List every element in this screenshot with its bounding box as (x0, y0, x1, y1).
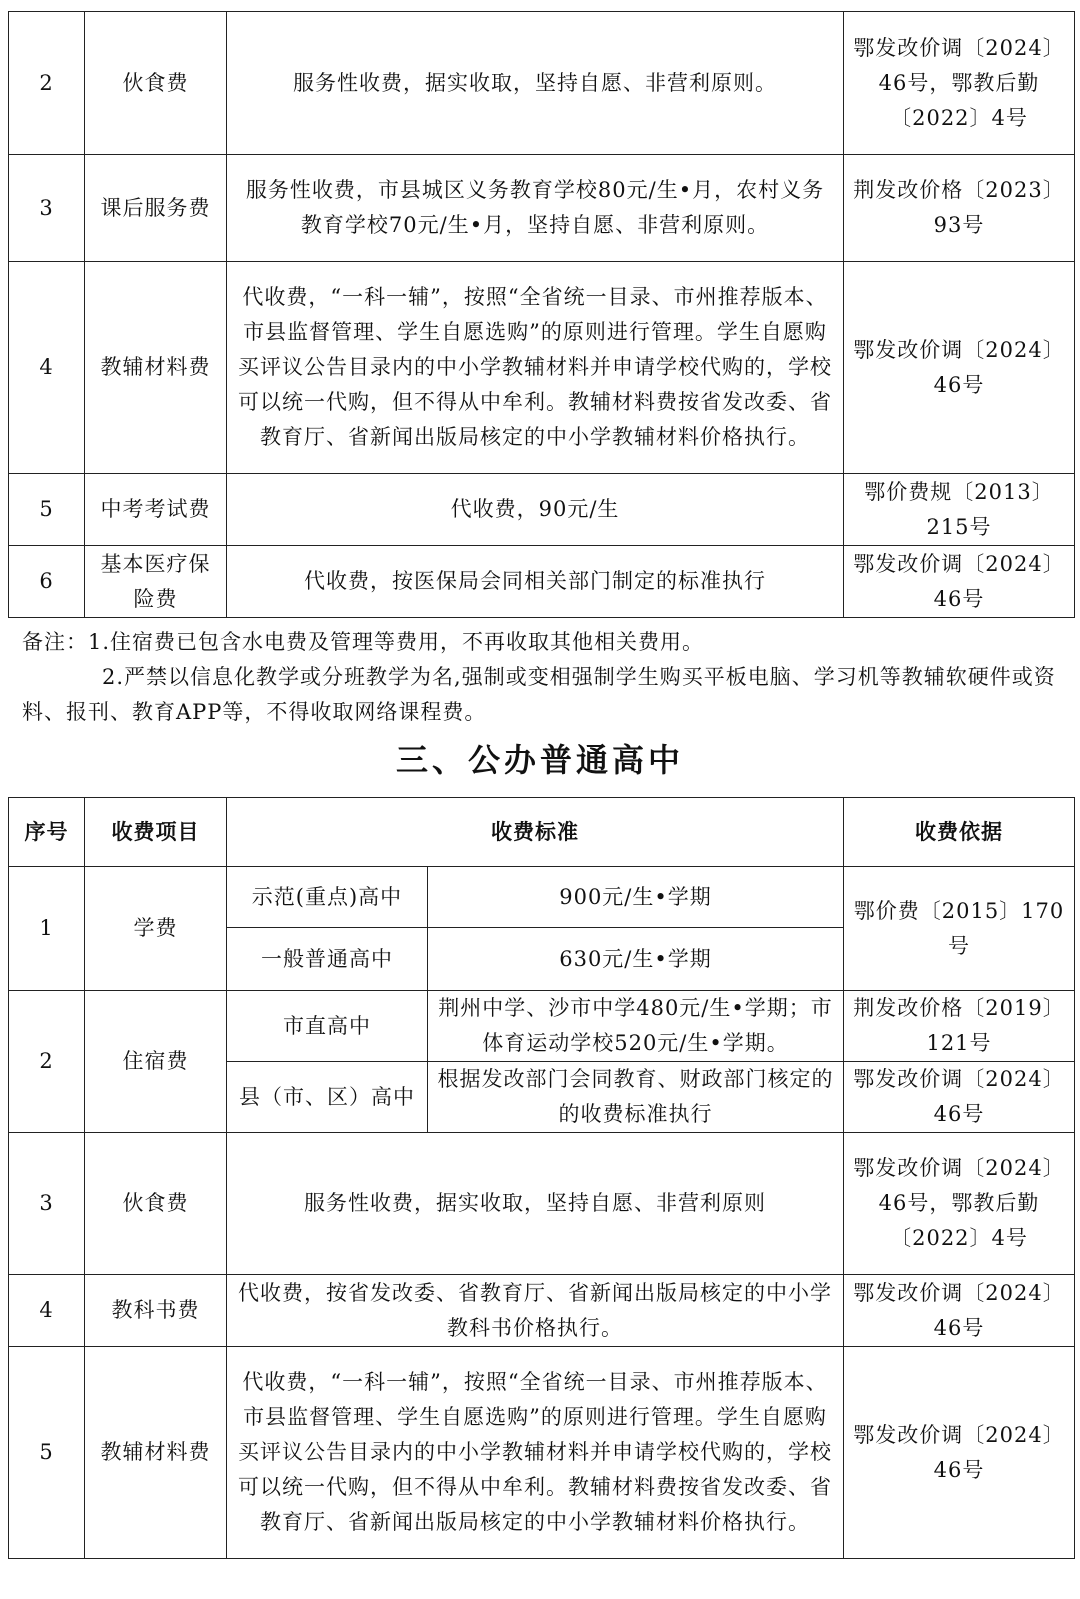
fee-item: 基本医疗保险费 (85, 546, 227, 618)
row-number: 2 (9, 991, 85, 1133)
table-row (9, 155, 1075, 262)
fee-standard: 荆州中学、沙市中学480元/生•学期；市体育运动学校520元/生•学期。 (428, 991, 844, 1062)
fee-basis: 鄂发改价调〔2024〕46号，鄂教后勤〔2022〕4号 (844, 12, 1075, 155)
fee-basis: 荆发改价格〔2019〕121号 (844, 991, 1075, 1062)
fee-standard: 630元/生•学期 (428, 928, 844, 991)
table-row (9, 1133, 1075, 1275)
fee-item: 教科书费 (85, 1275, 227, 1347)
fee-standard: 代收费，90元/生 (227, 474, 844, 546)
table-row (9, 991, 1075, 1062)
remark-2: 2.严禁以信息化教学或分班教学为名,强制或变相强制学生购买平板电脑、学习机等教辅软硬件或资料、报刊、教育APP等，不得收取网络课程费。 (22, 665, 1056, 724)
row-number: 4 (9, 262, 85, 474)
table-header-row (9, 798, 1075, 867)
fee-item: 住宿费 (85, 991, 227, 1133)
fee-item: 伙食费 (85, 12, 227, 155)
fee-basis: 鄂发改价调〔2024〕46号 (844, 262, 1075, 474)
section-title: 三、公办普通高中 (395, 741, 684, 779)
fee-standard: 代收费，按医保局会同相关部门制定的标准执行 (227, 546, 844, 618)
fee-item: 教辅材料费 (85, 262, 227, 474)
row-number: 2 (9, 12, 85, 155)
fee-basis: 鄂价费规〔2013〕215号 (844, 474, 1075, 546)
remark-1: 备注：1.住宿费已包含水电费及管理等费用，不再收取其他相关费用。 (22, 630, 705, 654)
fee-basis: 鄂价费〔2015〕170号 (844, 867, 1075, 991)
fee-standard: 代收费，“一科一辅”，按照“全省统一目录、市州推荐版本、市县监督管理、学生自愿选购”的原则进行管理。学生自愿购买评议公告目录内的中小学教辅材料并申请学校代购的，学校可以统一代购，但不得从中牟利。教辅材料费按省发改委、省教育厅、省新闻出版局核定的中小学教辅材料价格执行。 (227, 262, 844, 474)
table-row (9, 546, 1075, 618)
fee-basis: 鄂发改价调〔2024〕46号，鄂教后勤〔2022〕4号 (844, 1133, 1075, 1275)
fee-basis: 荆发改价格〔2023〕93号 (844, 155, 1075, 262)
middle-school-fee-table (8, 11, 1075, 618)
fee-basis: 鄂发改价调〔2024〕46号 (844, 546, 1075, 618)
header-basis: 收费依据 (844, 798, 1075, 867)
row-number: 4 (9, 1275, 85, 1347)
header-standard: 收费标准 (227, 798, 844, 867)
fee-item: 教辅材料费 (85, 1347, 227, 1559)
remarks (22, 625, 1062, 730)
table-row (9, 1347, 1075, 1559)
fee-item: 伙食费 (85, 1133, 227, 1275)
row-number: 6 (9, 546, 85, 618)
table-row (9, 867, 1075, 928)
row-number: 3 (9, 155, 85, 262)
fee-item: 课后服务费 (85, 155, 227, 262)
fee-basis: 鄂发改价调〔2024〕46号 (844, 1347, 1075, 1559)
row-number: 3 (9, 1133, 85, 1275)
row-number: 5 (9, 474, 85, 546)
fee-basis: 鄂发改价调〔2024〕46号 (844, 1275, 1075, 1347)
table-row (9, 474, 1075, 546)
high-school-fee-table (8, 797, 1075, 1559)
sub-category: 示范(重点)高中 (227, 867, 428, 928)
fee-standard: 服务性收费，据实收取，坚持自愿、非营利原则 (227, 1133, 844, 1275)
fee-standard: 根据发改部门会同教育、财政部门核定的的收费标准执行 (428, 1062, 844, 1133)
sub-category: 县（市、区）高中 (227, 1062, 428, 1133)
fee-item: 中考考试费 (85, 474, 227, 546)
sub-category: 一般普通高中 (227, 928, 428, 991)
table-row (9, 1275, 1075, 1347)
fee-item: 学费 (85, 867, 227, 991)
table-row (9, 12, 1075, 155)
row-number: 1 (9, 867, 85, 991)
table-row (9, 262, 1075, 474)
fee-basis: 鄂发改价调〔2024〕46号 (844, 1062, 1075, 1133)
header-no: 序号 (9, 798, 85, 867)
fee-standard: 代收费，“一科一辅”，按照“全省统一目录、市州推荐版本、市县监督管理、学生自愿选购”的原则进行管理。学生自愿购买评议公告目录内的中小学教辅材料并申请学校代购的，学校可以统一代购，但不得从中牟利。教辅材料费按省发改委、省教育厅、省新闻出版局核定的中小学教辅材料价格执行。 (227, 1347, 844, 1559)
sub-category: 市直高中 (227, 991, 428, 1062)
row-number: 5 (9, 1347, 85, 1559)
fee-standard: 服务性收费，市县城区义务教育学校80元/生•月，农村义务教育学校70元/生•月，坚持自愿、非营利原则。 (227, 155, 844, 262)
fee-standard: 服务性收费，据实收取，坚持自愿、非营利原则。 (227, 12, 844, 155)
header-item: 收费项目 (85, 798, 227, 867)
fee-standard: 900元/生•学期 (428, 867, 844, 928)
fee-standard: 代收费，按省发改委、省教育厅、省新闻出版局核定的中小学教科书价格执行。 (227, 1275, 844, 1347)
